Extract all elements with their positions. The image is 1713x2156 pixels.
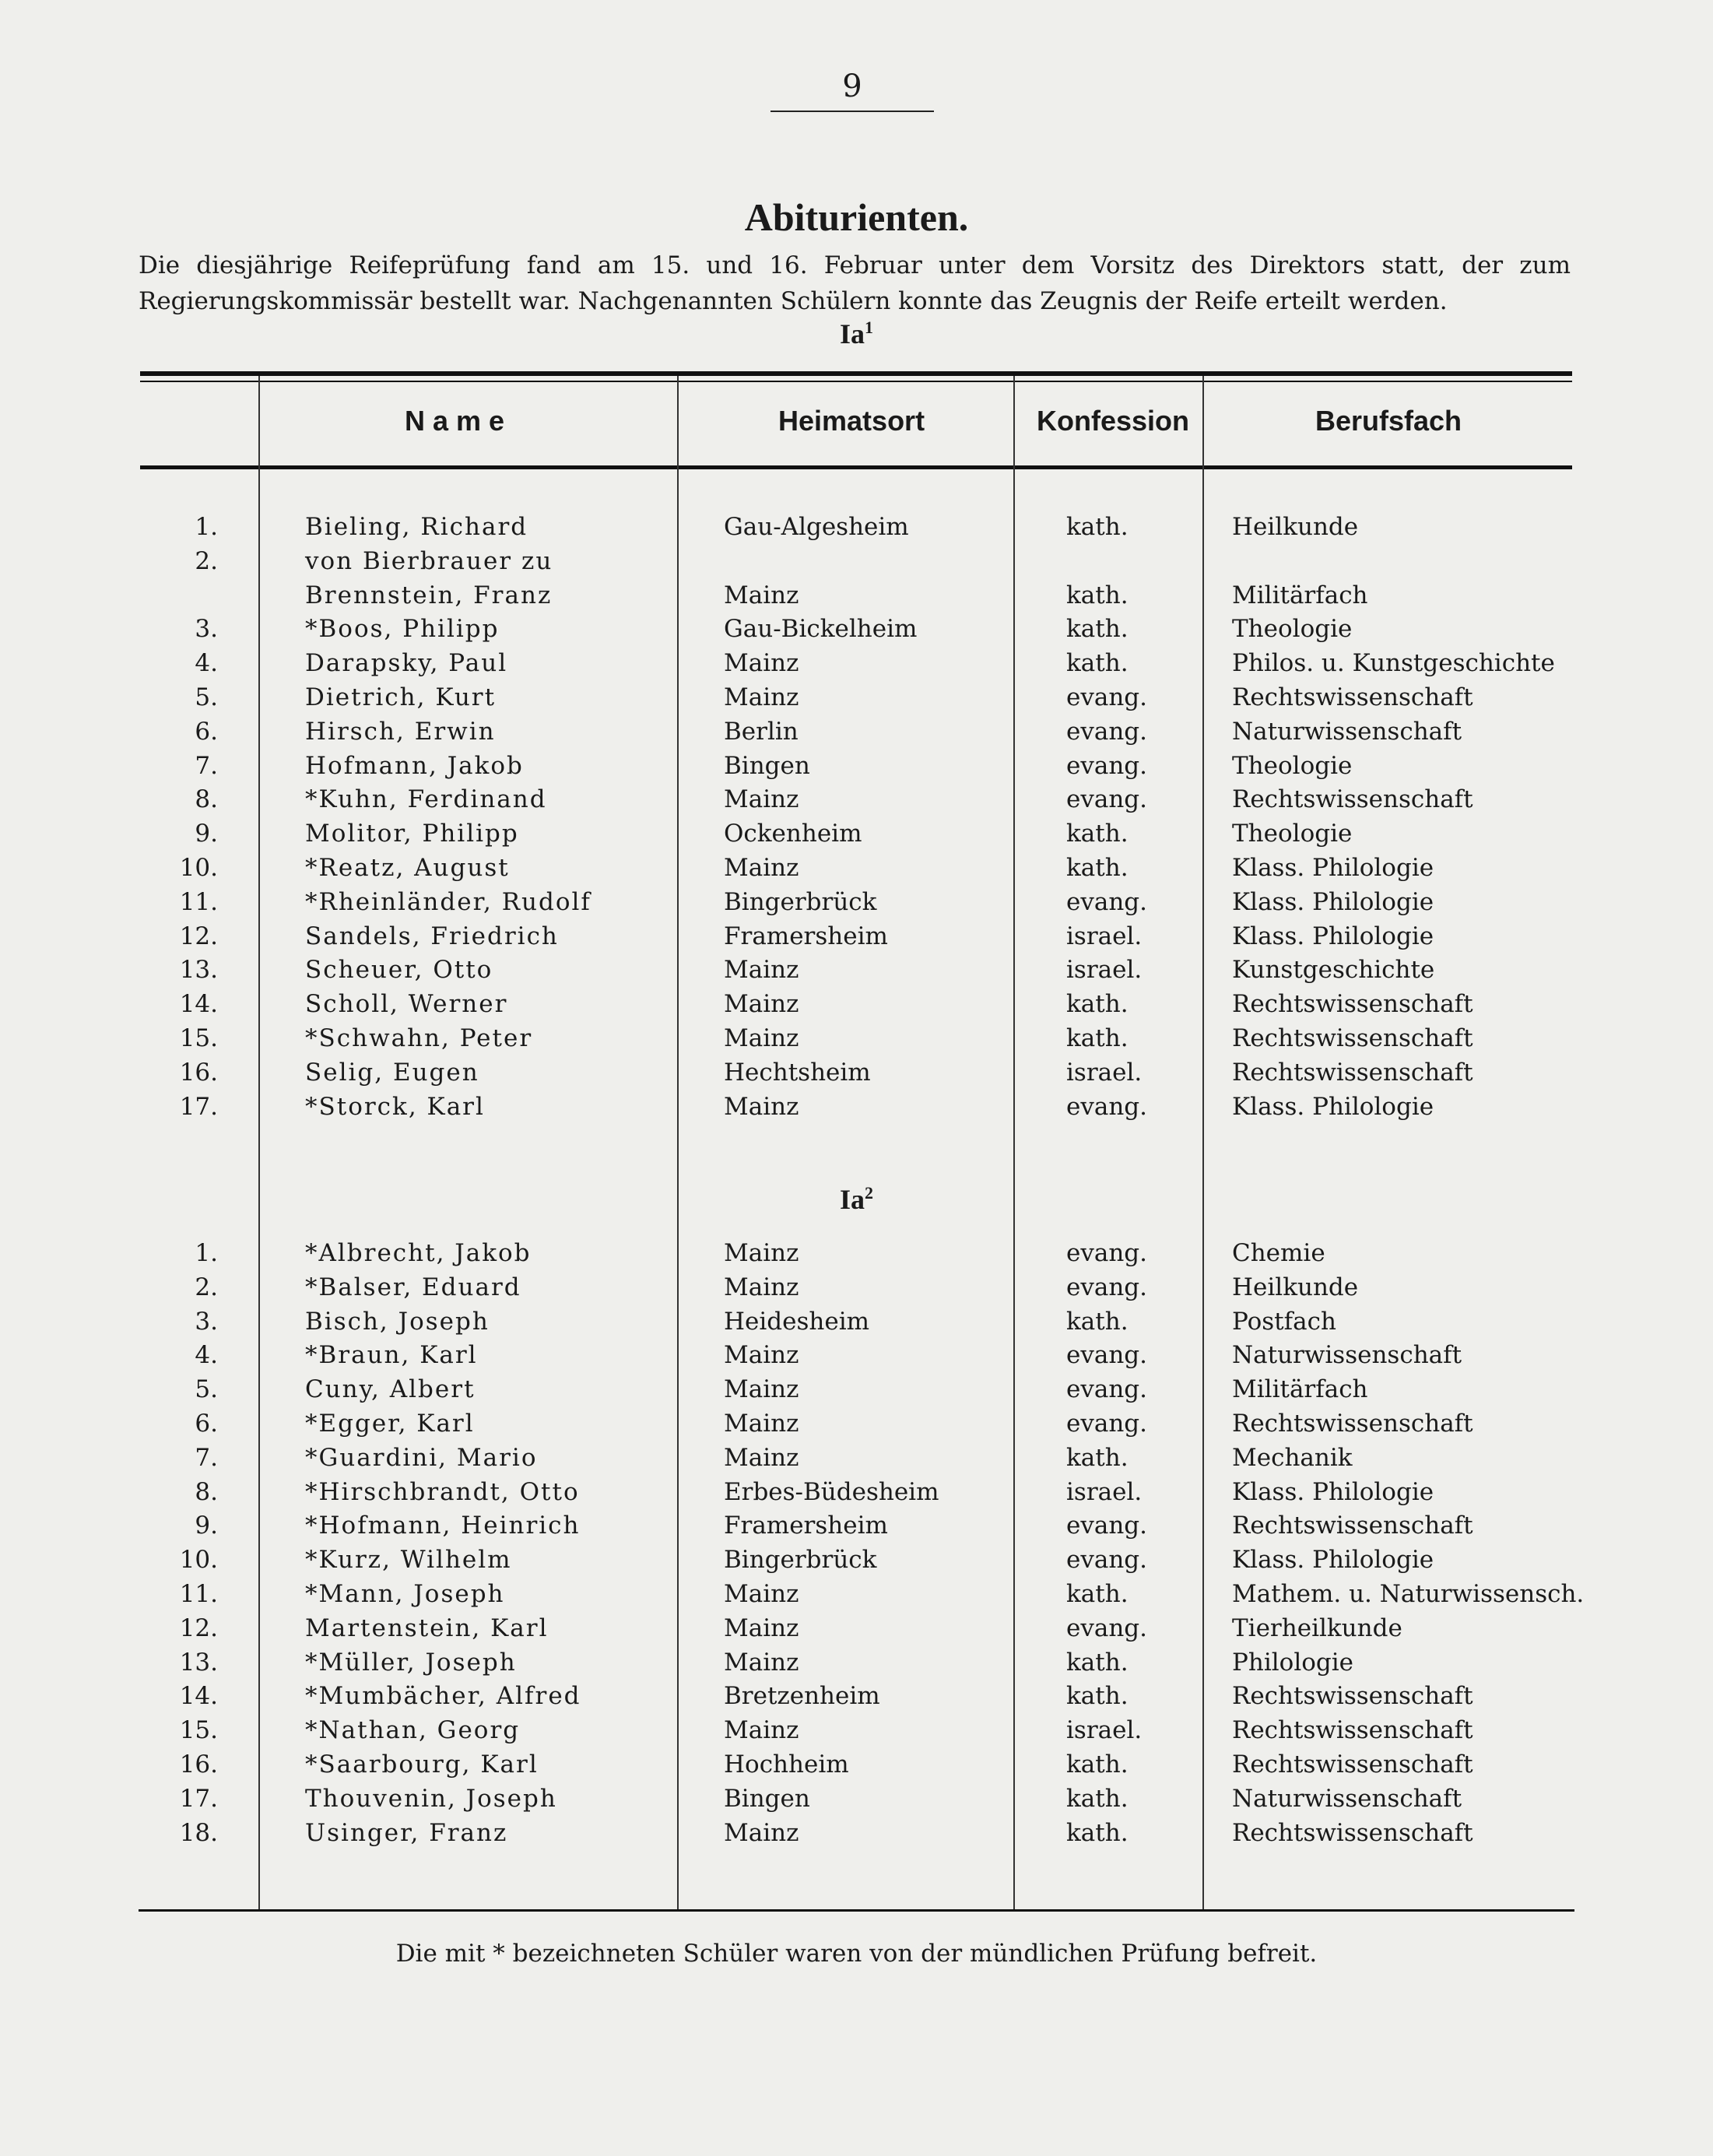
- intro-line-2: Regierungskommissär bestellt war. Nachgenannten Schülern konnte das Zeugnis der Reife erteilt werden.: [139, 287, 1448, 315]
- student-name: *Hofmann, Heinrich: [305, 1512, 581, 1540]
- section-label-text: Ia: [839, 1184, 865, 1215]
- row-number: 13.: [179, 956, 218, 985]
- student-name: *Nathan, Georg: [305, 1716, 521, 1745]
- table-row: [0, 1441, 1713, 1475]
- row-number: 2.: [195, 546, 218, 575]
- student-name: Cuny, Albert: [305, 1375, 476, 1404]
- berufsfach: Klass. Philologie: [1232, 887, 1434, 916]
- berufsfach: Rechtswissenschaft: [1232, 1682, 1473, 1711]
- table-row: [0, 1679, 1713, 1713]
- row-number: 12.: [179, 922, 218, 950]
- student-name: Martenstein, Karl: [305, 1613, 549, 1642]
- student-name: Brennstein, Franz: [305, 581, 553, 609]
- konfession: evang.: [1066, 1341, 1148, 1370]
- table-top-rule: [140, 371, 1572, 376]
- student-name: Usinger, Franz: [305, 1818, 508, 1847]
- konfession: kath.: [1066, 1024, 1129, 1052]
- berufsfach: Theologie: [1232, 820, 1353, 848]
- konfession: kath.: [1066, 820, 1129, 848]
- heimatsort: Mainz: [724, 581, 799, 609]
- table-row: [0, 1577, 1713, 1611]
- konfession: evang.: [1066, 1239, 1148, 1267]
- konfession: evang.: [1066, 1613, 1148, 1642]
- heimatsort: Bretzenheim: [724, 1682, 880, 1711]
- table-row: [0, 544, 1713, 578]
- student-name: *Albrecht, Jakob: [305, 1239, 532, 1267]
- berufsfach: Rechtswissenschaft: [1232, 1410, 1473, 1438]
- heimatsort: Mainz: [724, 1092, 799, 1121]
- page-number: 9: [770, 68, 934, 112]
- heimatsort: Mainz: [724, 683, 799, 711]
- konfession: israel.: [1066, 956, 1143, 985]
- berufsfach: Mathem. u. Naturwissensch.: [1232, 1580, 1585, 1608]
- table-row: [0, 510, 1713, 544]
- konfession: evang.: [1066, 785, 1148, 814]
- row-number: 18.: [179, 1818, 218, 1847]
- table-row: [0, 885, 1713, 919]
- table-row: [0, 953, 1713, 987]
- berufsfach: Klass. Philologie: [1232, 922, 1434, 950]
- student-name: *Egger, Karl: [305, 1410, 475, 1438]
- table-row: [0, 1645, 1713, 1680]
- konfession: kath.: [1066, 1784, 1129, 1813]
- row-number: 3.: [195, 1307, 218, 1336]
- berufsfach: Rechtswissenschaft: [1232, 1024, 1473, 1052]
- table-row: [0, 919, 1713, 953]
- student-name: *Balser, Eduard: [305, 1273, 521, 1301]
- konfession: kath.: [1066, 990, 1129, 1019]
- heimatsort: Mainz: [724, 785, 799, 814]
- header-heimatsort: Heimatsort: [778, 405, 925, 437]
- heimatsort: Mainz: [724, 1239, 799, 1267]
- heimatsort: Mainz: [724, 1818, 799, 1847]
- berufsfach: Heilkunde: [1232, 1273, 1359, 1301]
- konfession: kath.: [1066, 615, 1129, 644]
- row-number: 9.: [195, 820, 218, 848]
- konfession: evang.: [1066, 751, 1148, 780]
- student-name: Bisch, Joseph: [305, 1307, 490, 1336]
- row-number: 6.: [195, 1410, 218, 1438]
- berufsfach: Naturwissenschaft: [1232, 1341, 1462, 1370]
- header-bottom-rule: [140, 465, 1572, 469]
- table-top-rule-thin: [140, 381, 1572, 382]
- footnote: Die mit * bezeichneten Schüler waren von der mündlichen Prüfung befreit.: [395, 1940, 1318, 1968]
- table-row: [0, 1713, 1713, 1747]
- berufsfach: Rechtswissenschaft: [1232, 990, 1473, 1019]
- table-row: [0, 680, 1713, 715]
- header-name: Name: [405, 405, 513, 437]
- konfession: evang.: [1066, 1512, 1148, 1540]
- row-number: 10.: [179, 1546, 218, 1575]
- table-row: [0, 646, 1713, 680]
- table-row: [0, 1270, 1713, 1304]
- konfession: kath.: [1066, 513, 1129, 541]
- table-row: [0, 1543, 1713, 1577]
- konfession: kath.: [1066, 1818, 1129, 1847]
- header-berufsfach: Berufsfach: [1315, 405, 1462, 437]
- heimatsort: Berlin: [724, 717, 799, 746]
- table-row: [0, 1338, 1713, 1372]
- student-name: Sandels, Friedrich: [305, 922, 559, 950]
- table-row: [0, 782, 1713, 816]
- berufsfach: Theologie: [1232, 615, 1353, 644]
- berufsfach: Klass. Philologie: [1232, 854, 1434, 882]
- student-name: Selig, Eugen: [305, 1058, 479, 1087]
- heimatsort: Mainz: [724, 1443, 799, 1472]
- row-number: 8.: [195, 785, 218, 814]
- berufsfach: Rechtswissenschaft: [1232, 1716, 1473, 1745]
- row-number: 10.: [179, 854, 218, 882]
- row-number: 3.: [195, 615, 218, 644]
- student-name: Darapsky, Paul: [305, 649, 508, 678]
- student-name: *Müller, Joseph: [305, 1648, 517, 1677]
- berufsfach: Militärfach: [1232, 1375, 1368, 1404]
- heimatsort: Mainz: [724, 956, 799, 985]
- konfession: israel.: [1066, 1477, 1143, 1506]
- berufsfach: Kunstgeschichte: [1232, 956, 1435, 985]
- heimatsort: Mainz: [724, 649, 799, 678]
- berufsfach: Klass. Philologie: [1232, 1477, 1434, 1506]
- row-number: 1.: [195, 513, 218, 541]
- student-name: Thouvenin, Joseph: [305, 1784, 557, 1813]
- konfession: israel.: [1066, 1058, 1143, 1087]
- row-number: 12.: [179, 1613, 218, 1642]
- student-name: *Storck, Karl: [305, 1092, 485, 1121]
- heimatsort: Framersheim: [724, 1512, 888, 1540]
- row-number: 7.: [195, 1443, 218, 1472]
- konfession: kath.: [1066, 854, 1129, 882]
- heimatsort: Bingerbrück: [724, 887, 877, 916]
- table-row: [0, 1021, 1713, 1055]
- student-name: Scholl, Werner: [305, 990, 508, 1019]
- heimatsort: Mainz: [724, 1024, 799, 1052]
- row-number: 5.: [195, 1375, 218, 1404]
- student-name: Hofmann, Jakob: [305, 751, 524, 780]
- heimatsort: Ockenheim: [724, 820, 862, 848]
- row-number: 2.: [195, 1273, 218, 1301]
- heimatsort: Heidesheim: [724, 1307, 870, 1336]
- berufsfach: Klass. Philologie: [1232, 1546, 1434, 1575]
- berufsfach: Theologie: [1232, 751, 1353, 780]
- row-number: 13.: [179, 1648, 218, 1677]
- student-name: *Rheinländer, Rudolf: [305, 887, 591, 916]
- konfession: evang.: [1066, 1273, 1148, 1301]
- student-name: *Braun, Karl: [305, 1341, 478, 1370]
- berufsfach: Naturwissenschaft: [1232, 717, 1462, 746]
- section-label-sup: 1: [865, 318, 873, 337]
- heimatsort: Gau-Algesheim: [724, 513, 909, 541]
- berufsfach: Mechanik: [1232, 1443, 1353, 1472]
- student-name: *Saarbourg, Karl: [305, 1750, 539, 1779]
- konfession: kath.: [1066, 1580, 1129, 1608]
- student-name: Bieling, Richard: [305, 513, 528, 541]
- student-name: *Kuhn, Ferdinand: [305, 785, 547, 814]
- heimatsort: Mainz: [724, 1648, 799, 1677]
- student-name: *Mumbächer, Alfred: [305, 1682, 581, 1711]
- berufsfach: Philologie: [1232, 1648, 1353, 1677]
- berufsfach: Tierheilkunde: [1232, 1613, 1402, 1642]
- heimatsort: Mainz: [724, 1273, 799, 1301]
- student-name: Hirsch, Erwin: [305, 717, 496, 746]
- table-row: [0, 1747, 1713, 1782]
- heimatsort: Gau-Bickelheim: [724, 615, 918, 644]
- student-name: *Kurz, Wilhelm: [305, 1546, 512, 1575]
- table-row: [0, 987, 1713, 1021]
- heimatsort: Mainz: [724, 1341, 799, 1370]
- student-name: Dietrich, Kurt: [305, 683, 497, 711]
- table-row: [0, 578, 1713, 613]
- row-number: 6.: [195, 717, 218, 746]
- student-name: Molitor, Philipp: [305, 820, 519, 848]
- konfession: kath.: [1066, 649, 1129, 678]
- table-row: [0, 1475, 1713, 1509]
- row-number: 7.: [195, 751, 218, 780]
- konfession: evang.: [1066, 887, 1148, 916]
- heimatsort: Hechtsheim: [724, 1058, 871, 1087]
- row-number: 16.: [179, 1750, 218, 1779]
- row-number: 11.: [179, 887, 218, 916]
- konfession: evang.: [1066, 683, 1148, 711]
- konfession: evang.: [1066, 1546, 1148, 1575]
- table-row: [0, 1611, 1713, 1645]
- berufsfach: Rechtswissenschaft: [1232, 785, 1473, 814]
- konfession: kath.: [1066, 1443, 1129, 1472]
- heimatsort: Erbes-Büdesheim: [724, 1477, 939, 1506]
- intro-line-1: Die diesjährige Reifeprüfung fand am 15. und 16. Februar unter dem Vorsitz des Direktors statt, der zum: [139, 251, 1571, 279]
- heimatsort: Mainz: [724, 990, 799, 1019]
- row-number: 8.: [195, 1477, 218, 1506]
- berufsfach: Militärfach: [1232, 581, 1368, 609]
- konfession: evang.: [1066, 1092, 1148, 1121]
- berufsfach: Rechtswissenschaft: [1232, 1750, 1473, 1779]
- student-name: *Schwahn, Peter: [305, 1024, 533, 1052]
- berufsfach: Chemie: [1232, 1239, 1325, 1267]
- section-label-ia2: [0, 1183, 1713, 1216]
- student-name: *Boos, Philipp: [305, 615, 500, 644]
- student-name: von Bierbrauer zu: [305, 546, 553, 575]
- heimatsort: Mainz: [724, 1613, 799, 1642]
- table-row: [0, 612, 1713, 646]
- row-number: 4.: [195, 1341, 218, 1370]
- table-row: [0, 1090, 1713, 1124]
- table-row: [0, 1406, 1713, 1441]
- konfession: kath.: [1066, 1682, 1129, 1711]
- row-number: 17.: [179, 1092, 218, 1121]
- row-number: 11.: [179, 1580, 218, 1608]
- row-number: 5.: [195, 683, 218, 711]
- student-name: *Hirschbrandt, Otto: [305, 1477, 580, 1506]
- berufsfach: Heilkunde: [1232, 513, 1359, 541]
- student-name: *Reatz, August: [305, 854, 510, 882]
- student-name: *Guardini, Mario: [305, 1443, 538, 1472]
- heimatsort: Mainz: [724, 854, 799, 882]
- table-bottom-rule: [139, 1909, 1574, 1912]
- table-row: [0, 1782, 1713, 1816]
- heimatsort: Hochheim: [724, 1750, 849, 1779]
- berufsfach: Naturwissenschaft: [1232, 1784, 1462, 1813]
- page-title: Abiturienten.: [744, 195, 969, 239]
- table-row: [0, 1372, 1713, 1406]
- table-row: [0, 749, 1713, 783]
- berufsfach: Philos. u. Kunstgeschichte: [1232, 649, 1555, 678]
- student-name: *Mann, Joseph: [305, 1580, 505, 1608]
- berufsfach: Klass. Philologie: [1232, 1092, 1434, 1121]
- konfession: israel.: [1066, 1716, 1143, 1745]
- table-row: [0, 1508, 1713, 1543]
- row-number: 14.: [179, 990, 218, 1019]
- row-number: 15.: [179, 1024, 218, 1052]
- section-label-ia1: [0, 318, 1713, 350]
- table-row: [0, 1816, 1713, 1850]
- konfession: kath.: [1066, 581, 1129, 609]
- heimatsort: Bingen: [724, 751, 810, 780]
- row-number: 17.: [179, 1784, 218, 1813]
- row-number: 1.: [195, 1239, 218, 1267]
- heimatsort: Framersheim: [724, 922, 888, 950]
- header-konfession: Konfession: [1037, 405, 1190, 437]
- berufsfach: Postfach: [1232, 1307, 1336, 1336]
- berufsfach: Rechtswissenschaft: [1232, 1058, 1473, 1087]
- row-number: 4.: [195, 649, 218, 678]
- row-number: 15.: [179, 1716, 218, 1745]
- row-number: 14.: [179, 1682, 218, 1711]
- konfession: kath.: [1066, 1307, 1129, 1336]
- konfession: kath.: [1066, 1750, 1129, 1779]
- student-name: Scheuer, Otto: [305, 956, 493, 985]
- heimatsort: Mainz: [724, 1375, 799, 1404]
- row-number: 16.: [179, 1058, 218, 1087]
- heimatsort: Mainz: [724, 1716, 799, 1745]
- row-number: 9.: [195, 1512, 218, 1540]
- table-row: [0, 816, 1713, 851]
- section-label-sup: 2: [865, 1183, 873, 1203]
- heimatsort: Mainz: [724, 1410, 799, 1438]
- berufsfach: Rechtswissenschaft: [1232, 683, 1473, 711]
- table-row: [0, 1236, 1713, 1270]
- heimatsort: Bingerbrück: [724, 1546, 877, 1575]
- konfession: israel.: [1066, 922, 1143, 950]
- table-row: [0, 851, 1713, 885]
- table-row: [0, 1304, 1713, 1339]
- berufsfach: Rechtswissenschaft: [1232, 1512, 1473, 1540]
- konfession: evang.: [1066, 717, 1148, 746]
- berufsfach: Rechtswissenschaft: [1232, 1818, 1473, 1847]
- konfession: evang.: [1066, 1375, 1148, 1404]
- konfession: evang.: [1066, 1410, 1148, 1438]
- intro-paragraph: [139, 248, 1571, 319]
- section-label-text: Ia: [839, 318, 865, 349]
- table-row: [0, 1055, 1713, 1090]
- heimatsort: Mainz: [724, 1580, 799, 1608]
- konfession: kath.: [1066, 1648, 1129, 1677]
- table-row: [0, 715, 1713, 749]
- heimatsort: Bingen: [724, 1784, 810, 1813]
